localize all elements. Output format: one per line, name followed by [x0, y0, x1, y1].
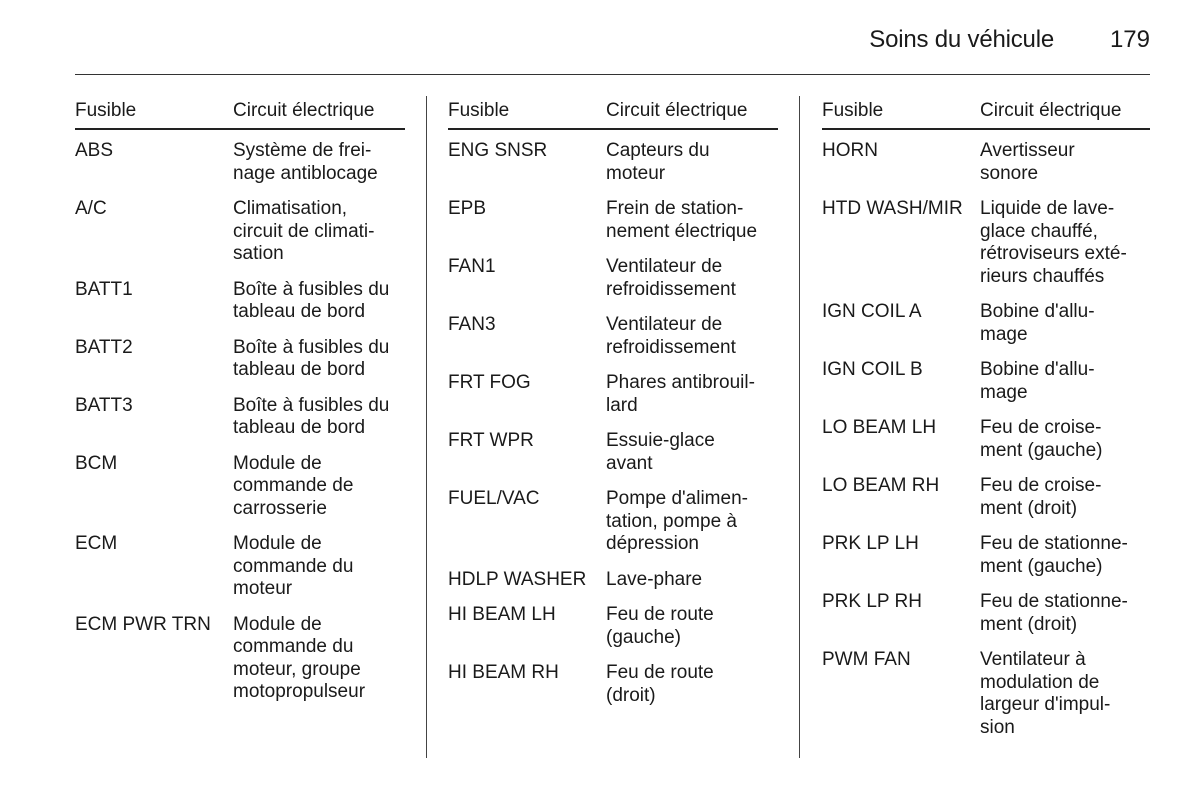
circuit-description: Module de commande de carrosserie	[233, 452, 354, 519]
table-row	[448, 140, 778, 185]
circuit-description: Lave-phare	[606, 568, 703, 590]
table-row	[822, 140, 1150, 185]
circuit-description: Phares antibrouil- lard	[606, 372, 755, 416]
circuit-description: Feu de croise- ment (gauche)	[980, 417, 1103, 461]
page-number: 179	[1109, 26, 1150, 53]
circuit-description: Climatisation, circuit de climati- sation	[233, 198, 375, 264]
table-row	[448, 488, 778, 556]
circuit-description: Capteurs du moteur	[606, 140, 710, 184]
section-title: Soins du véhicule	[869, 26, 1054, 53]
fuse-table-column-3	[822, 100, 1150, 752]
table-row	[75, 614, 405, 704]
circuit-description: Feu de stationne- ment (gauche)	[980, 533, 1128, 577]
fuse-name: BATT3	[75, 394, 133, 416]
header-circuit: Circuit électrique	[980, 100, 1122, 121]
table-row	[75, 337, 405, 382]
table-row	[822, 591, 1150, 636]
table-row	[448, 198, 778, 243]
circuit-description: Frein de station- nement électrique	[606, 198, 758, 242]
circuit-description: Pompe d'alimen- tation, pompe à dépression	[606, 488, 748, 554]
circuit-description: Essuie-glace avant	[606, 430, 715, 474]
fuse-name: ECM PWR TRN	[75, 613, 211, 635]
circuit-description: Liquide de lave- glace chauffé, rétroviseurs exté- rieurs chauffés	[980, 198, 1127, 287]
table-row	[448, 256, 778, 301]
table-row	[822, 417, 1150, 462]
circuit-description: Ventilateur de refroidissement	[606, 314, 736, 358]
table-row	[75, 395, 405, 440]
fuse-name: PWM FAN	[822, 649, 911, 670]
fuse-name: HTD WASH/MIR	[822, 198, 963, 219]
fuse-name: HI BEAM RH	[448, 662, 559, 683]
fuse-name: FAN3	[448, 314, 496, 335]
table-rows	[75, 130, 405, 704]
circuit-description: Boîte à fusibles du tableau de bord	[233, 394, 390, 438]
table-row	[822, 649, 1150, 739]
fuse-table-column-2	[448, 100, 778, 720]
fuse-name: IGN COIL A	[822, 301, 922, 322]
fuse-name: FUEL/VAC	[448, 488, 540, 509]
column-divider	[799, 96, 800, 758]
table-row	[822, 198, 1150, 288]
fuse-name: ECM	[75, 533, 118, 554]
table-row	[75, 533, 405, 601]
fuse-name: LO BEAM LH	[822, 417, 937, 438]
fuse-name: HDLP WASHER	[448, 568, 587, 590]
circuit-description: Feu de route (gauche)	[606, 604, 714, 648]
header-fuse: Fusible	[75, 100, 137, 121]
column-divider	[426, 96, 427, 758]
fuse-table-column-1	[75, 100, 405, 717]
table-row	[822, 475, 1150, 520]
table-row	[448, 662, 778, 707]
header-fuse: Fusible	[448, 100, 510, 121]
header-circuit: Circuit électrique	[233, 100, 375, 121]
circuit-description: Ventilateur de refroidissement	[606, 256, 736, 300]
table-row	[75, 140, 405, 185]
circuit-description: Feu de stationne- ment (droit)	[980, 591, 1128, 635]
fuse-name: BATT1	[75, 278, 133, 300]
table-row	[448, 372, 778, 417]
circuit-description: Bobine d'allu- mage	[980, 301, 1095, 345]
table-row	[448, 569, 778, 592]
fuse-name: FAN1	[448, 256, 496, 277]
table-header	[822, 100, 1150, 130]
table-row	[822, 533, 1150, 578]
table-row	[822, 359, 1150, 404]
circuit-description: Module de commande du moteur, groupe motopropulseur	[233, 613, 366, 702]
fuse-name: ABS	[75, 140, 114, 161]
fuse-name: PRK LP LH	[822, 533, 919, 554]
table-row	[448, 314, 778, 359]
table-row	[75, 453, 405, 521]
fuse-name: BCM	[75, 452, 118, 474]
fuse-name: FRT WPR	[448, 430, 534, 451]
fuse-name: BATT2	[75, 336, 133, 358]
fuse-name: A/C	[75, 198, 107, 219]
circuit-description: Ventilateur à modulation de largeur d'impul- sion	[980, 649, 1111, 738]
table-row	[75, 198, 405, 266]
table-rows	[822, 130, 1150, 739]
fuse-name: FRT FOG	[448, 372, 531, 393]
circuit-description: Module de commande du moteur	[233, 533, 354, 599]
table-row	[822, 301, 1150, 346]
fuse-name: ENG SNSR	[448, 140, 548, 161]
fuse-name: EPB	[448, 198, 487, 219]
page-header	[75, 22, 1150, 75]
circuit-description: Boîte à fusibles du tableau de bord	[233, 336, 390, 380]
table-row	[448, 430, 778, 475]
fuse-name: PRK LP RH	[822, 591, 922, 612]
fuse-name: LO BEAM RH	[822, 475, 940, 496]
header-circuit: Circuit électrique	[606, 100, 748, 121]
header-fuse: Fusible	[822, 100, 884, 121]
circuit-description: Avertisseur sonore	[980, 140, 1075, 184]
circuit-description: Système de frei- nage antiblocage	[233, 140, 378, 184]
table-row	[448, 604, 778, 649]
circuit-description: Feu de route (droit)	[606, 662, 714, 706]
circuit-description: Boîte à fusibles du tableau de bord	[233, 278, 390, 322]
circuit-description: Bobine d'allu- mage	[980, 359, 1095, 403]
fuse-name: HORN	[822, 140, 878, 161]
table-header	[448, 100, 778, 130]
table-row	[75, 279, 405, 324]
table-header	[75, 100, 405, 130]
fuse-name: IGN COIL B	[822, 359, 923, 380]
fuse-name: HI BEAM LH	[448, 604, 556, 625]
circuit-description: Feu de croise- ment (droit)	[980, 475, 1102, 519]
table-rows	[448, 130, 778, 707]
